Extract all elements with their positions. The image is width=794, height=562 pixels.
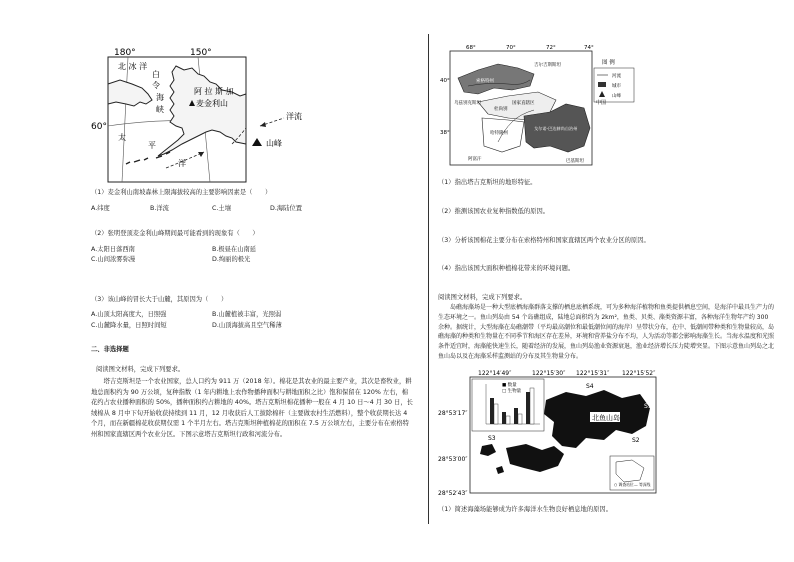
- legend-peak-label: 山峰: [266, 139, 282, 148]
- sughd-region: [458, 64, 534, 94]
- bar-s4-biomass: [530, 388, 534, 424]
- bar-s1-count: [490, 398, 494, 424]
- label-tai: 太: [118, 133, 126, 142]
- q2-option-a[interactable]: A.太阳日落西南: [91, 246, 135, 253]
- lon-label-180: 180°: [114, 48, 136, 58]
- lat-label-40: 40°: [440, 78, 450, 84]
- lon-label-150: 150°: [190, 48, 212, 58]
- chart-legend-biomass: □ 生物量: [502, 389, 522, 394]
- lat-label-38: 38°: [440, 130, 450, 136]
- label-kyrgyzstan: 吉尔吉斯斯坦: [534, 63, 561, 68]
- q2-option-b[interactable]: B.极昼在山南延: [212, 246, 257, 253]
- passage2-intro: 阅读图文材料，完成下列要求。: [438, 294, 527, 301]
- legend-current-arrowhead: [260, 122, 266, 127]
- station-s4: S4: [586, 383, 594, 390]
- q1-option-a[interactable]: A.纬度: [91, 205, 110, 212]
- small-islet-2: [496, 466, 504, 474]
- q2-stem: （2）张明登顶麦金利山峰期间最可能看到的现象有（ ）: [91, 230, 259, 237]
- legend-river-label: 河流: [612, 74, 621, 79]
- chart-legend-count: ■ 数量: [502, 383, 517, 388]
- label-gbao: 戈尔诺-巴达赫尚自治州: [534, 126, 578, 131]
- label-central: 国家直辖区: [512, 101, 535, 106]
- label-ping: 平: [148, 141, 156, 150]
- lon-label-2: 122°15′30″: [532, 370, 566, 377]
- tajik-question-1: （1）指出塔吉克斯坦的地形特征。: [438, 179, 537, 186]
- q1-option-d[interactable]: D.海陆位置: [270, 205, 303, 212]
- lon-label-3: 122°15′31″: [576, 370, 610, 377]
- lon-label-72: 72°: [546, 45, 556, 51]
- coastline-alaska: [158, 66, 246, 156]
- lon-label-1: 122°14′49″: [478, 370, 512, 377]
- passage1-text: 塔吉克斯坦是一个农业国家，总人口约为 911 万（2018 年）。棉花是其农业的最主要产业，其次是畜牧业，耕地总面积约为 90 万公顷，复种指数（1 年内耕地上农作物播种面积与耕地面积之比）饱和保留在 120% 左右，棉花约占农业播种面积的 50%，播种面积约占耕地的 40%。塔吉克斯坦棉花播种一般在 4 月 10 日～4 月 30 日，长绒棉从 8 月中下旬开始收获持续到 11 月，12 月收获后人工拔除棉秆（主要做农村生活燃料），整个收获期长达 4 个月，而在新疆棉花收获期仅需 1 个半月左右。塔吉克斯坦种植棉花的面积在 7.5 万公顷左右，主要分布在索格特州和国家直辖区两个农业分区。下图示意塔吉克斯坦行政和河流分布。: [91, 378, 413, 438]
- label-alaska: 阿 拉 斯 加: [194, 87, 234, 96]
- q1-option-c[interactable]: C.土壤: [212, 205, 231, 212]
- q2-option-d[interactable]: D.绚丽的极光: [212, 256, 251, 263]
- lon-label-4: 122°15′52″: [622, 370, 656, 377]
- label-ling: 令: [152, 81, 160, 90]
- tajik-question-4: （4）指出该国大面积种植棉花带来的环境问题。: [438, 265, 575, 272]
- passage2-question-1: （1）简述海藻场能够成为许多海洋水生物良好栖息地的原因。: [438, 506, 613, 513]
- legend-peak-symbol: [599, 91, 605, 97]
- label-afghanistan: 阿富汗: [468, 157, 482, 162]
- label-arctic-ocean: 北 冰 洋: [118, 62, 148, 71]
- label-dushanbe: 杜尚别: [494, 107, 508, 112]
- tajik-question-2: （2）推测该国农业复种指数低的原因。: [438, 208, 550, 215]
- q2-option-c[interactable]: C.山间浓雾弥漫: [91, 256, 136, 263]
- bar-s3-biomass: [518, 414, 522, 424]
- label-uzbekistan: 乌兹别克斯坦: [454, 101, 481, 106]
- coastline-chukotka: [108, 80, 152, 106]
- inset-legend-stations: ○ 调查站位: [614, 482, 634, 487]
- label-mckinley: 麦金利山: [196, 99, 228, 108]
- q1-stem: （1）麦金利山南坡森林上限海拔较高的主要影响因素是（ ）: [91, 189, 272, 196]
- tajikistan-map: [438, 42, 638, 170]
- bar-s2-count: [502, 412, 506, 424]
- lon-label-74: 74°: [584, 45, 594, 51]
- south-island: [506, 444, 564, 472]
- inset-legend-isobath: — 等深线: [634, 482, 651, 487]
- q3-option-a[interactable]: A.山顶太阳高度大，日照强: [91, 311, 167, 318]
- island-map: [436, 368, 662, 500]
- label-hai: 海: [156, 93, 164, 102]
- q1-option-b[interactable]: B.洋流: [150, 205, 169, 212]
- lat-label-3: 28°52′43″: [438, 490, 468, 497]
- lon-label-68: 68°: [466, 45, 476, 51]
- legend-current-label: 洋流: [286, 112, 302, 121]
- legend-peak-label: 山峰: [612, 94, 621, 99]
- label-sughd: 索格特州: [476, 79, 494, 84]
- station-s1: S1: [644, 403, 652, 410]
- bar-s3-count: [514, 408, 518, 424]
- small-islet-1: [480, 444, 496, 456]
- bar-s4-count: [526, 392, 530, 424]
- alaska-map: [86, 44, 322, 186]
- lat-label-1: 28°53′17″: [438, 410, 468, 417]
- label-yang: 洋: [178, 159, 186, 168]
- bar-s1-biomass: [494, 404, 498, 424]
- section-title: 二、非选择题: [91, 346, 129, 353]
- station-s2: S2: [632, 437, 640, 444]
- q3-option-d[interactable]: D.山顶海拔高且空气稀薄: [212, 322, 282, 329]
- legend-title: 图 例: [602, 60, 615, 66]
- lat-label-2: 28°53′00″: [438, 456, 468, 463]
- label-xia: 峡: [156, 105, 164, 114]
- label-bai: 白: [152, 70, 160, 79]
- lon-label-70: 70°: [506, 45, 516, 51]
- q3-option-b[interactable]: B.山麓植被丰富，光照弱: [212, 311, 282, 318]
- tajik-question-3: （3）分析该国棉花主要分布在索格特州和国家直辖区两个农业分区的原因。: [438, 237, 650, 244]
- station-s3: S3: [488, 435, 496, 442]
- column-divider: [428, 34, 429, 524]
- q3-stem: （3）该山峰的冒长大于山麓，其原因为（ ）: [91, 296, 228, 303]
- passage1-intro: 阅读图文材料，完成下列要求。: [96, 366, 185, 373]
- label-china: 中国: [596, 100, 607, 106]
- legend-city-symbol: [598, 82, 606, 87]
- label-pakistan: 巴基斯坦: [566, 159, 584, 164]
- legend-city-label: 城市: [612, 84, 621, 89]
- bar-s2-biomass: [506, 416, 510, 424]
- island-name-label: 北鱼山岛: [592, 414, 620, 422]
- passage2-text: 岛礁海藻场是一种大型底栖海藻群落支撑的栖息底栖系统，可为多种海洋植物和鱼类提供栖息空间，是海洋中最具生产力的生态环境之一。鱼山列岛由 54 个岛礁组成，陆地总面积约为 2km²，鱼类、贝类、藻类资源丰富，各种海洋生物年产约 300 余种。据统计，大型海藻在岛礁潮带（平均最高潮位和最低潮位间的海岸）呈带状分布，在中、低潮间带种类和生物量较高，岛礁海藻的种类和生物量在不同季节和海区存在差异，环境和营养盐分布不均，人为活动等都会影响海藻生长。当海水温度和光照条件适宜时，海藻能快速生长，随着经济的发展，鱼山列岛渔业资源衰退，渔业经济增长压力陡增突显。下图示意鱼山列岛之北鱼山岛以及在海藻采样监测站的分布及其生物量分布。: [438, 304, 775, 360]
- q3-option-c[interactable]: C.山麓降水量，日照时间短: [91, 322, 167, 329]
- legend-peak-symbol: [252, 138, 262, 146]
- label-khatlon: 哈特隆州: [490, 131, 508, 136]
- lat-label-60: 60°: [91, 122, 107, 132]
